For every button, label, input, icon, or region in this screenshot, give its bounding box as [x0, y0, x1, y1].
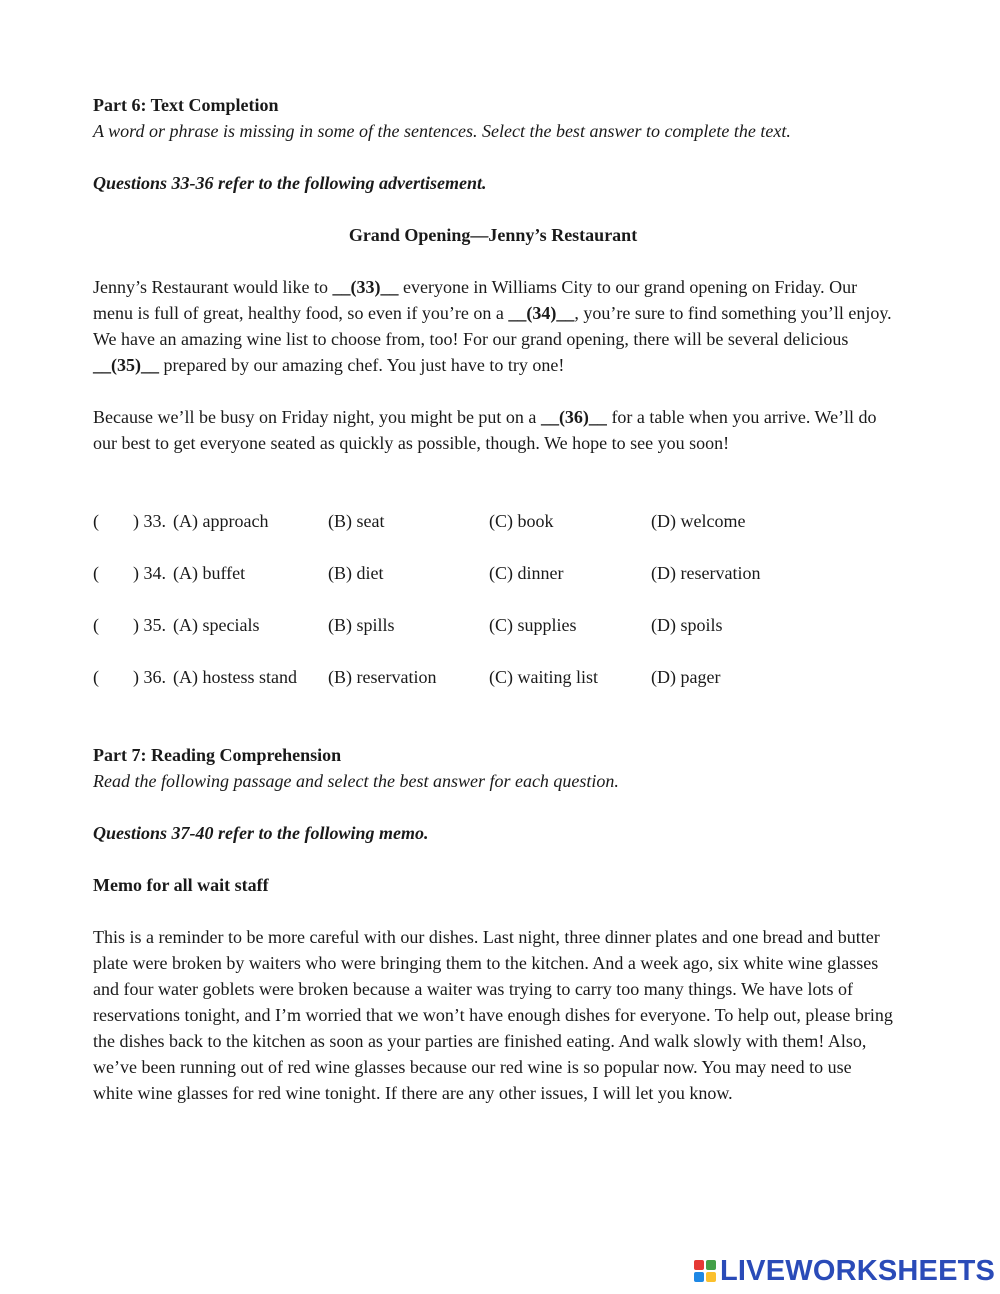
answer-paren[interactable]: ( — [93, 563, 99, 583]
answer-paren[interactable]: ( — [93, 667, 99, 687]
option-c: (C) book — [489, 511, 554, 531]
part7-instruction: Read the following passage and select the best answer for each question. — [93, 771, 619, 791]
option-c: (C) supplies — [489, 615, 577, 635]
question-number: ) 36. — [133, 667, 166, 687]
logo-block — [694, 1272, 704, 1282]
blank-33: __(33)__ — [332, 277, 399, 297]
ad-title: Grand Opening—Jenny’s Restaurant — [348, 225, 638, 245]
option-d: (D) reservation — [651, 563, 761, 583]
question-34 — [93, 560, 893, 586]
blank-34: __(34)__ — [508, 303, 575, 323]
question-number: ) 34. — [133, 563, 166, 583]
option-c: (C) dinner — [489, 563, 564, 583]
answer-paren[interactable]: ( — [93, 511, 99, 531]
question-33 — [93, 508, 893, 534]
option-d: (D) welcome — [651, 511, 746, 531]
option-b: (B) diet — [328, 563, 384, 583]
option-a: (A) approach — [173, 511, 269, 531]
question-number: ) 33. — [133, 511, 166, 531]
part6-instruction: A word or phrase is missing in some of the sentences. Select the best answer to complete the text. — [93, 121, 791, 141]
option-d: (D) pager — [651, 667, 721, 687]
question-36 — [93, 664, 893, 690]
liveworksheets-logo — [694, 1256, 995, 1286]
part6-heading: Part 6: Text Completion — [93, 95, 279, 115]
part7-questions-ref: Questions 37-40 refer to the following memo. — [93, 823, 429, 843]
blank-36: __(36)__ — [540, 407, 607, 427]
ad-paragraph-1: Jenny’s Restaurant would like to __(33)__ everyone in Williams City to our grand opening on Friday. Our menu is full of great, healthy food, so even if you’re on a __(34)__, you’re sure to find something you’ll enjoy. We have an amazing wine list to choose from, too! For our grand opening, there will be several delicious __(35)__ prepared by our amazing chef. You just have to try one! — [93, 277, 892, 375]
option-d: (D) spoils — [651, 615, 723, 635]
memo-body: This is a reminder to be more careful with our dishes. Last night, three dinner plates and one bread and butter plate were broken by waiters who were bringing them to the kitchen. And a week ago, six white wine glasses and four water goblets were broken because a waiter was trying to carry too many things. We have lots of reservations tonight, and I’m worried that we won’t have enough dishes for everyone. To help out, please bring the dishes back to the kitchen as soon as your parties are finished eating. And walk slowly with them! Also, we’ve been running out of red wine glasses because our red wine is so popular now. You may need to use white wine glasses for red wine tonight. If there are any other issues, I will let you know. — [93, 927, 893, 1103]
part7-heading: Part 7: Reading Comprehension — [93, 745, 342, 765]
option-b: (B) reservation — [328, 667, 437, 687]
option-b: (B) spills — [328, 615, 395, 635]
question-35 — [93, 612, 893, 638]
logo-text: LIVEWORKSHEETS — [720, 1254, 996, 1287]
blank-35: __(35)__ — [93, 355, 159, 375]
question-number: ) 35. — [133, 615, 166, 635]
worksheet-page — [93, 92, 893, 1106]
option-b: (B) seat — [328, 511, 385, 531]
option-a: (A) hostess stand — [173, 667, 297, 687]
memo-title: Memo for all wait staff — [93, 875, 269, 895]
part6-questions-ref: Questions 33-36 refer to the following advertisement. — [93, 173, 487, 193]
answer-paren[interactable]: ( — [93, 615, 99, 635]
logo-block — [706, 1260, 716, 1270]
logo-block — [694, 1260, 704, 1270]
option-a: (A) specials — [173, 615, 260, 635]
ad-paragraph-2: Because we’ll be busy on Friday night, you might be put on a __(36)__ for a table when you arrive. We’ll do our best to get everyone seated as quickly as possible, though. We hope to see you soon! — [93, 407, 877, 453]
logo-block — [706, 1272, 716, 1282]
logo-blocks-icon — [694, 1260, 716, 1282]
option-c: (C) waiting list — [489, 667, 598, 687]
option-a: (A) buffet — [173, 563, 246, 583]
